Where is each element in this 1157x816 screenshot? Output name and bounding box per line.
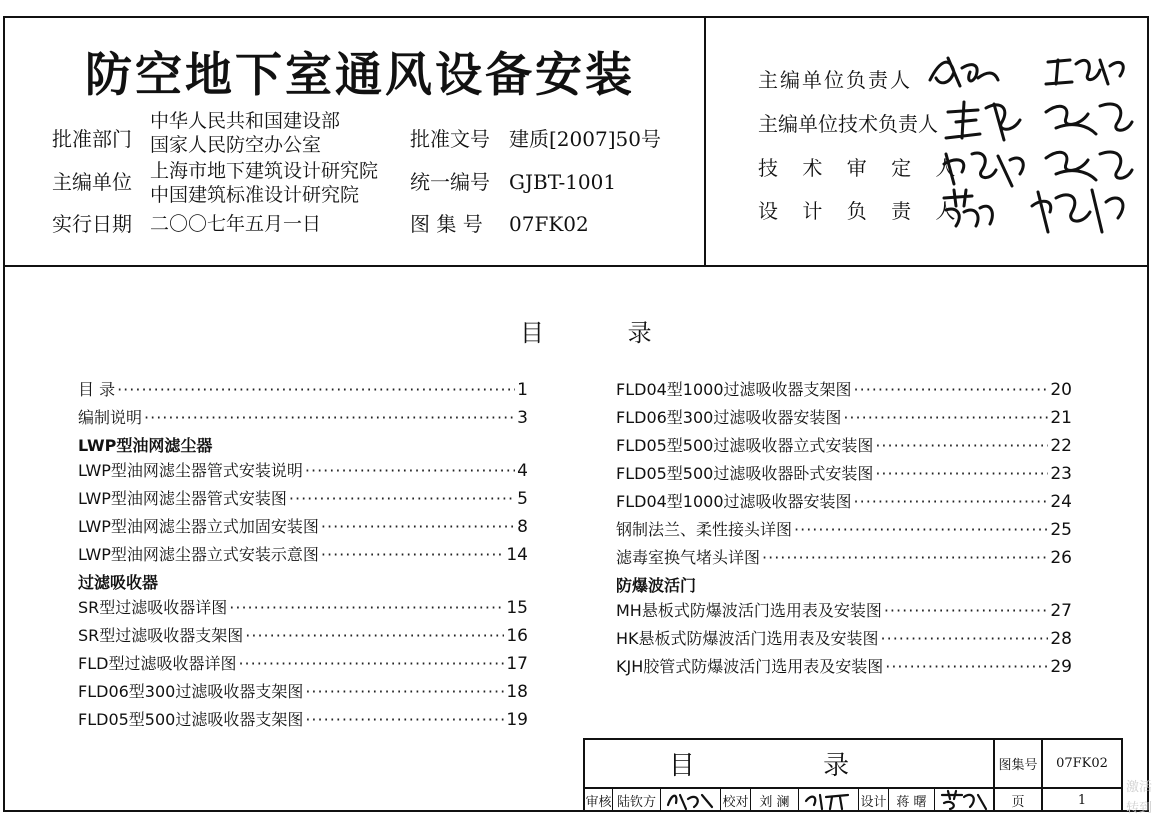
header-vertical-divider xyxy=(704,16,706,266)
effective-date-label: 实行日期 xyxy=(52,212,132,236)
title-block-atlas-label: 图集号 xyxy=(998,758,1038,773)
review-name: 陆钦方 xyxy=(616,794,656,810)
approving-dept-label: 批准部门 xyxy=(52,127,132,151)
editor-1: 上海市地下建筑设计研究院 xyxy=(150,160,379,182)
toc-section: 防爆波活门 xyxy=(616,576,697,595)
toc-entry[interactable]: FLD型过滤吸收器详图 ····· 17 xyxy=(78,654,528,674)
responsible-label-4: 设 计 负 责 人 xyxy=(758,199,965,223)
title-block-title: 目 录 xyxy=(668,751,910,781)
document-title: 防空地下室通风设备安装 xyxy=(85,48,635,103)
toc-entry[interactable]: FLD05型500过滤吸收器立式安装图 ····· 22 xyxy=(616,436,1072,456)
toc-section: LWP型油网滤尘器 xyxy=(78,436,213,455)
toc-entry[interactable]: 钢制法兰、柔性接头详图 ····· 25 xyxy=(616,520,1072,540)
toc-entry[interactable]: KJH胶管式防爆波活门选用表及安装图 ····· 29 xyxy=(616,657,1072,677)
unified-no-value: GJBT-1001 xyxy=(509,170,617,194)
design-signature xyxy=(938,789,990,811)
header-divider xyxy=(3,265,1149,267)
tb-cell-sep xyxy=(660,788,661,812)
editor-2: 中国建筑标准设计研究院 xyxy=(150,184,360,206)
tb-cell-sep xyxy=(798,788,799,812)
toc-heading: 目 录 xyxy=(520,319,690,347)
toc-section: 过滤吸收器 xyxy=(78,573,159,592)
toc-entry[interactable]: FLD06型300过滤吸收器支架图 ····· 18 xyxy=(78,682,528,702)
toc-entry[interactable]: FLD04型1000过滤吸收器安装图 ····· 24 xyxy=(616,492,1072,512)
watermark-line-1: 激活 xyxy=(1126,780,1153,795)
toc-entry[interactable]: FLD06型300过滤吸收器安装图 ····· 21 xyxy=(616,408,1072,428)
editor-label: 主编单位 xyxy=(52,170,132,194)
signatures-image xyxy=(920,42,1150,242)
responsible-label-2: 主编单位技术负责人 xyxy=(758,112,938,136)
watermark-line-2: 转到 xyxy=(1126,801,1153,816)
toc-entry[interactable]: LWP型油网滤尘器立式加固安装图 ····· 8 xyxy=(78,517,528,537)
toc-entry[interactable]: LWP型油网滤尘器管式安装图 ····· 5 xyxy=(78,489,528,509)
review-signature xyxy=(664,789,718,811)
approving-dept-2: 国家人民防空办公室 xyxy=(150,134,322,156)
approving-dept-1: 中华人民共和国建设部 xyxy=(150,110,341,132)
toc-entry[interactable]: 目 录 ····· 1 xyxy=(78,380,528,400)
toc-entry[interactable]: FLD05型500过滤吸收器支架图 ····· 19 xyxy=(78,710,528,730)
responsible-label-3: 技 术 审 定 人 xyxy=(758,156,965,180)
check-name: 刘 澜 xyxy=(759,794,790,810)
approval-doc-label: 批准文号 xyxy=(410,127,490,151)
approval-doc-value: 建质[2007]50号 xyxy=(509,127,661,151)
responsible-label-1: 主编单位负责人 xyxy=(758,68,912,92)
atlas-no-label: 图 集 号 xyxy=(410,212,483,236)
toc-entry[interactable]: 滤毒室换气堵头详图 ····· 26 xyxy=(616,548,1072,568)
review-label: 审核 xyxy=(585,794,612,810)
toc-entry[interactable]: 编制说明 ····· 3 xyxy=(78,408,528,428)
page-label: 页 xyxy=(1011,794,1025,810)
check-signature xyxy=(802,789,856,811)
page-value: 1 xyxy=(1077,792,1087,808)
toc-entry[interactable]: SR型过滤吸收器详图 ····· 15 xyxy=(78,598,528,618)
toc-entry[interactable]: MH悬板式防爆波活门选用表及安装图 ····· 27 xyxy=(616,601,1072,621)
design-label: 设计 xyxy=(860,794,887,810)
title-block-atlas-value: 07FK02 xyxy=(1056,756,1108,771)
atlas-no-value: 07FK02 xyxy=(509,212,589,236)
design-name: 蒋 曙 xyxy=(896,794,927,810)
toc-entry[interactable]: HK悬板式防爆波活门选用表及安装图 ····· 28 xyxy=(616,629,1072,649)
toc-entry[interactable]: FLD04型1000过滤吸收器支架图 ····· 20 xyxy=(616,380,1072,400)
unified-no-label: 统一编号 xyxy=(410,170,490,194)
check-label: 校对 xyxy=(722,794,749,810)
tb-cell-sep xyxy=(934,788,935,812)
toc-entry[interactable]: LWP型油网滤尘器立式安装示意图 ····· 14 xyxy=(78,545,528,565)
effective-date-value: 二〇〇七年五月一日 xyxy=(150,213,322,235)
toc-entry[interactable]: FLD05型500过滤吸收器卧式安装图 ····· 23 xyxy=(616,464,1072,484)
toc-entry[interactable]: SR型过滤吸收器支架图 ····· 16 xyxy=(78,626,528,646)
toc-entry[interactable]: LWP型油网滤尘器管式安装说明 ····· 4 xyxy=(78,461,528,481)
